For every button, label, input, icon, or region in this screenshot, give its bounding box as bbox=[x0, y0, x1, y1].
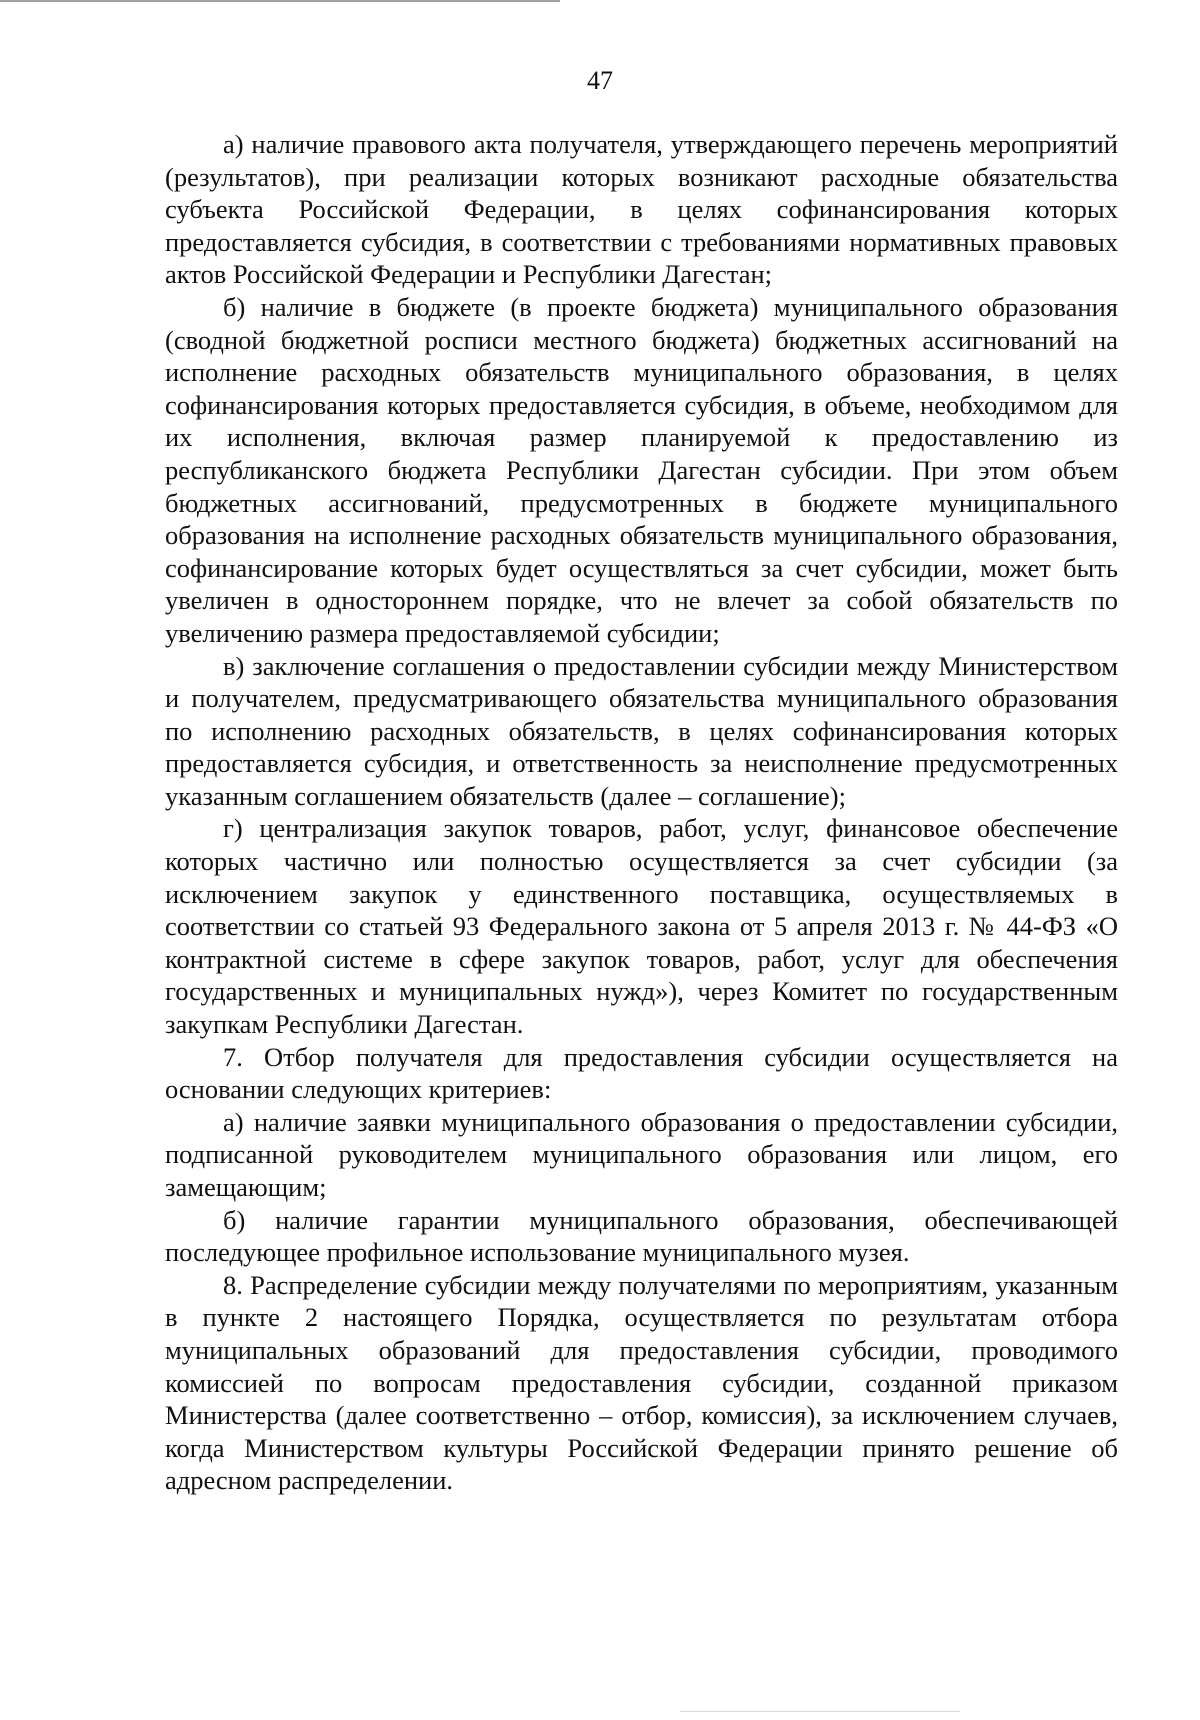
paragraph-a-legal-act: а) наличие правового акта получателя, утверждающего перечень мероприятий (результатов), при реализации которых возникают расходные обязательства субъекта Российской Федерации, в целях софинансирования которых предоставляется субсидия, в соответствии с требованиями нормативных правовых актов Российской Федерации и Республики Дагестан; bbox=[165, 129, 1118, 290]
paragraph-8-distribution: 8. Распределение субсидии между получателями по мероприятиям, указанным в пункте 2 настоящего Порядка, осуществляется по результатам отбора муниципальных образований для предоставления субсидии, проводимого комиссией по вопросам предоставления субсидии, созданной приказом Министерства (далее соответственно – отбор, комиссия), за исключением случаев, когда Министерством культуры Российской Федерации принято решение об адресном распределении. bbox=[165, 1269, 1118, 1496]
paragraph-v-agreement: в) заключение соглашения о предоставлении субсидии между Министерством и получателем, предусматривающего обязательства муниципального образования по исполнению расходных обязательств, в целях софинансирования которых предоставляется субсидия, и ответственность за неисполнение предусмотренных указанным соглашением обязательств (далее – соглашение); bbox=[165, 650, 1118, 811]
scan-edge-bottom-line bbox=[680, 1711, 960, 1712]
paragraph-g-procurement: г) централизация закупок товаров, работ, услуг, финансовое обеспечение которых частично или полностью осуществляется за счет субсидии (за исключением закупок у единственного поставщика, осуществляемых в соответствии со статьей 93 Федерального закона от 5 апреля 2013 г. № 44-ФЗ «О контрактной системе в сфере закупок товаров, работ, услуг для обеспечения государственных и муниципальных нужд»), через Комитет по государственным закупкам Республики Дагестан. bbox=[165, 813, 1118, 1040]
paragraph-7a-application: а) наличие заявки муниципального образования о предоставлении субсидии, подписанной руководителем муниципального образования или лицом, его замещающим; bbox=[165, 1106, 1118, 1202]
paragraph-b-budget: б) наличие в бюджете (в проекте бюджета) муниципального образования (сводной бюджетной росписи местного бюджета) бюджетных ассигнований на исполнение расходных обязательств муниципального образования, в целях софинансирования которых предоставляется субсидия, в объеме, необходимом для их исполнения, включая размер планируемой к предоставлению из республиканского бюджета Республики Дагестан субсидии. При этом объем бюджетных ассигнований, предусмотренных в бюджете муниципального образования на исполнение расходных обязательств муниципального образования, софинансирование которых будет осуществляться за счет субсидии, может быть увеличен в одностороннем порядке, что не влечет за собой обязательств по увеличению размера предоставляемой субсидии; bbox=[165, 291, 1118, 648]
page-number: 47 bbox=[587, 66, 613, 95]
document-body bbox=[165, 128, 1118, 1497]
paragraph-7b-guarantee: б) наличие гарантии муниципального образования, обеспечивающей последующее профильное использование муниципального музея. bbox=[165, 1204, 1118, 1268]
scan-edge-line bbox=[0, 0, 560, 2]
paragraph-7-selection: 7. Отбор получателя для предоставления субсидии осуществляется на основании следующих критериев: bbox=[165, 1041, 1118, 1105]
